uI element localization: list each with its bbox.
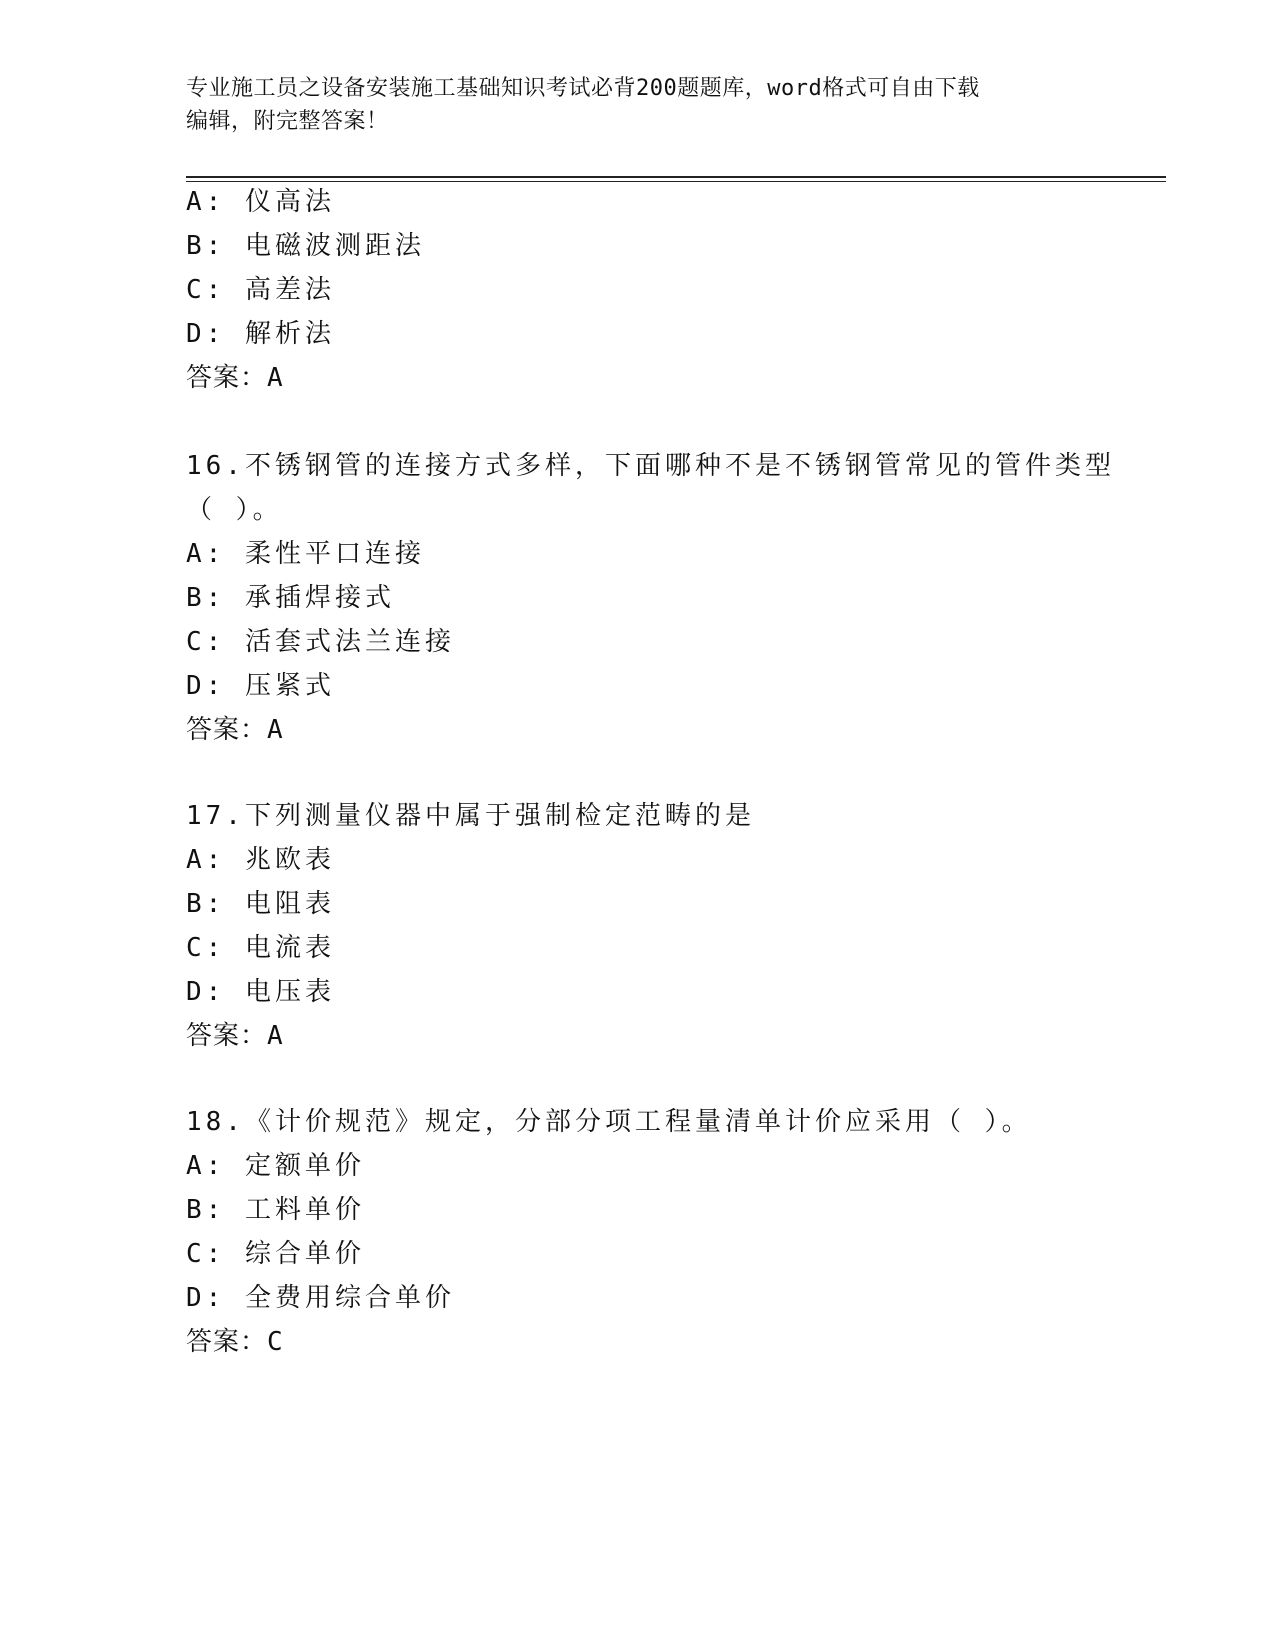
q17-question: 17.下列测量仪器中属于强制检定范畴的是 <box>186 801 755 831</box>
q17-option-c: C: 电流表 <box>186 933 335 963</box>
q18-option-d: D: 全费用综合单价 <box>186 1283 455 1313</box>
q17-option-b: B: 电阻表 <box>186 889 335 919</box>
q16-answer: 答案：A <box>186 715 284 745</box>
q18-answer: 答案：C <box>186 1327 284 1357</box>
header-divider <box>186 176 1166 182</box>
q15-answer: 答案：A <box>186 363 284 393</box>
q15-option-c: C: 高差法 <box>186 275 335 305</box>
header-line-2: 编辑，附完整答案！ <box>186 109 389 134</box>
q18-question: 18.《计价规范》规定，分部分项工程量清单计价应采用（ ）。 <box>186 1107 1032 1137</box>
q15-option-b: B: 电磁波测距法 <box>186 231 425 261</box>
header-line-1: 专业施工员之设备安装施工基础知识考试必背200题题库，word格式可自由下载 <box>186 76 980 101</box>
q15-option-a: A: 仪高法 <box>186 187 335 217</box>
q15-option-d: D: 解析法 <box>186 319 335 349</box>
q17-option-d: D: 电压表 <box>186 977 335 1007</box>
q16-option-c: C: 活套式法兰连接 <box>186 627 455 657</box>
q18-option-b: B: 工料单价 <box>186 1195 365 1225</box>
q16-option-b: B: 承插焊接式 <box>186 583 395 613</box>
q17-option-a: A: 兆欧表 <box>186 845 335 875</box>
q18-option-c: C: 综合单价 <box>186 1239 365 1269</box>
q18-option-a: A: 定额单价 <box>186 1151 365 1181</box>
q16-question-line-1: 16.不锈钢管的连接方式多样，下面哪种不是不锈钢管常见的管件类型 <box>186 451 1115 481</box>
q17-answer: 答案：A <box>186 1021 284 1051</box>
q16-option-d: D: 压紧式 <box>186 671 335 701</box>
document-header <box>186 72 1066 138</box>
q16-question-line-2: （ ）。 <box>186 495 283 525</box>
q16-option-a: A: 柔性平口连接 <box>186 539 425 569</box>
